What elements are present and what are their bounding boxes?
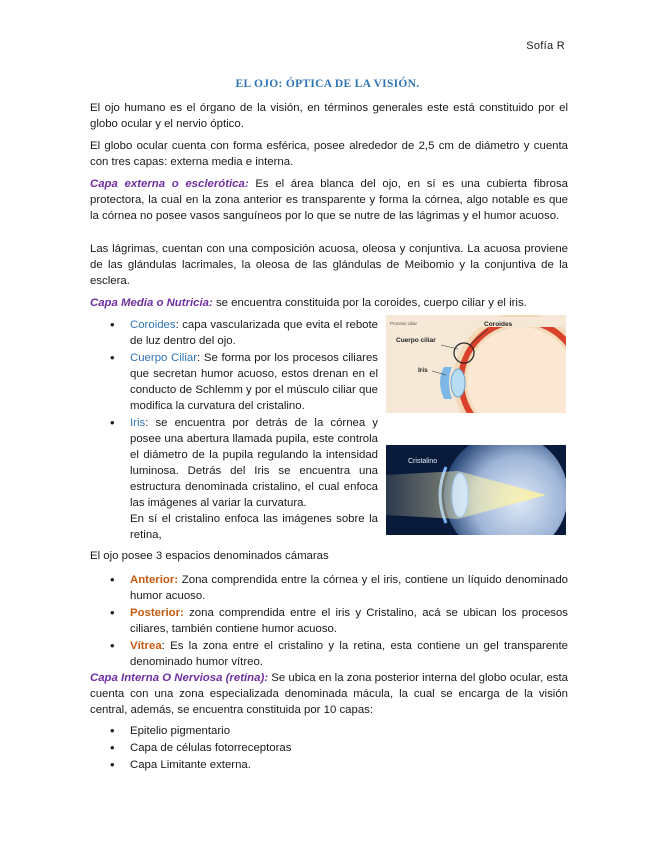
list-item [110,317,378,349]
paragraph-intro: El ojo humano es el órgano de la visión, en términos generales este está constituido por el globo ocular y el nervio óptico. [90,102,568,130]
list-item [110,605,568,637]
cristalino-label: Cristalino [408,458,438,465]
lens-light-figure [386,445,566,535]
lens-light-illustration [386,445,566,535]
posterior-text: zona comprendida entre el iris y Cristalino, acá se ubican los procesos ciliares, también contiene humor acuoso. [130,607,568,635]
inner-layer-label: Capa Interna O Nerviosa (retina): [90,672,269,684]
proceso-ciliar-label: Proceso ciliar [390,321,418,326]
paragraph-outer-layer [90,176,568,224]
vitrea-text: : Es la zona entre el cristalino y la retina, esta contiene un gel transparente denominado humor vítreo. [130,640,568,668]
paragraph-globe: El globo ocular cuenta con forma esférica, posee alrededor de 2,5 cm de diámetro y cuenta con tres capas: externa media e interna. [90,140,568,168]
list-item: • Capa Limitante externa. [110,757,410,773]
cuerpo-ciliar-text: : Se forma por los procesos ciliares que secretan humor acuoso, estos drenan en el conducto de Schlemm y por el músculo ciliar que modifica la curvatura del cristalino. [130,352,378,412]
paragraph-inner-layer [90,670,568,718]
anterior-term: Anterior: [130,574,179,586]
posterior-term: Posterior: [130,607,184,619]
list-item: • Capa de células fotorreceptoras [110,740,410,756]
list-item: • Epitelio pigmentario [110,723,410,739]
paragraph-middle-layer [90,295,568,311]
coroides-term: Coroides [130,319,176,331]
chambers-list [110,572,568,671]
middle-layer-label: Capa Media o Nutricia: [90,297,213,309]
middle-layer-list [110,317,378,544]
list-item [110,350,378,414]
middle-layer-text: se encuentra constituida por la coroides, cuerpo ciliar y el iris. [212,297,527,309]
author-name: Sofía R [526,40,565,52]
retina-layers-list [110,723,410,774]
paragraph-tears: Las lágrimas, cuentan con una composición acuosa, oleosa y conjuntiva. La acuosa proviene de las glándulas lacrimales, la oleosa de las glándulas de Meibomio y la conjuntiva de la esclera. [90,243,568,287]
iris-text: : se encuentra por detrás de la córnea y posee una abertura llamada pupila, este controla el diámetro de la pupila regulando la intensidad luminosa. Detrás del Iris se encuentra una estructura denominada cristalino, el cual enfoca las imágenes al variar la curvatura. [130,417,378,509]
eye-anatomy-figure [386,315,566,413]
paragraph-chambers: El ojo posee 3 espacios denominados cámaras [90,550,329,562]
coroides-label: Coroides [484,321,513,328]
list-item [110,415,378,543]
cristalino-note: En sí el cristalino enfoca las imágenes sobre la retina, [130,513,378,541]
crystalline-lens [452,473,468,517]
cuerpo-ciliar-label: Cuerpo ciliar [396,337,436,344]
page-title: EL OJO: ÓPTICA DE LA VISIÓN. [235,78,420,90]
list-item [110,638,568,670]
cuerpo-ciliar-term: Cuerpo Ciliar [130,352,197,364]
inner-layer-text: Se ubica en la zona posterior interna del globo ocular, esta cuenta con una zona especializada denominada mácula, la cual se encarga de la visión central, además, se encuentra constituida por 10 capas: [90,672,568,716]
coroides-text: : capa vascularizada que evita el rebote de luz dentro del ojo. [130,319,378,347]
list-item [110,572,568,604]
anterior-text: Zona comprendida entre la córnea y el iris, contiene un líquido denominado humor acuoso. [130,574,568,602]
iris-term: Iris [130,417,146,429]
vitrea-term: Vítrea [130,640,162,652]
lens-shape [451,369,465,397]
iris-label: Iris [418,367,428,374]
outer-layer-text: Es el área blanca del ojo, en sí es una cubierta fibrosa protectora, la cual en la zona anterior es transparente y forma la córnea, algo notable es que la córnea no posee vasos sanguíneos por lo que se nutre de las lágrimas y el humor acuoso. [90,178,568,222]
eye-anatomy-illustration [386,315,566,413]
cornea-shape [440,367,452,399]
outer-layer-label: Capa externa o esclerótica: [90,178,249,190]
